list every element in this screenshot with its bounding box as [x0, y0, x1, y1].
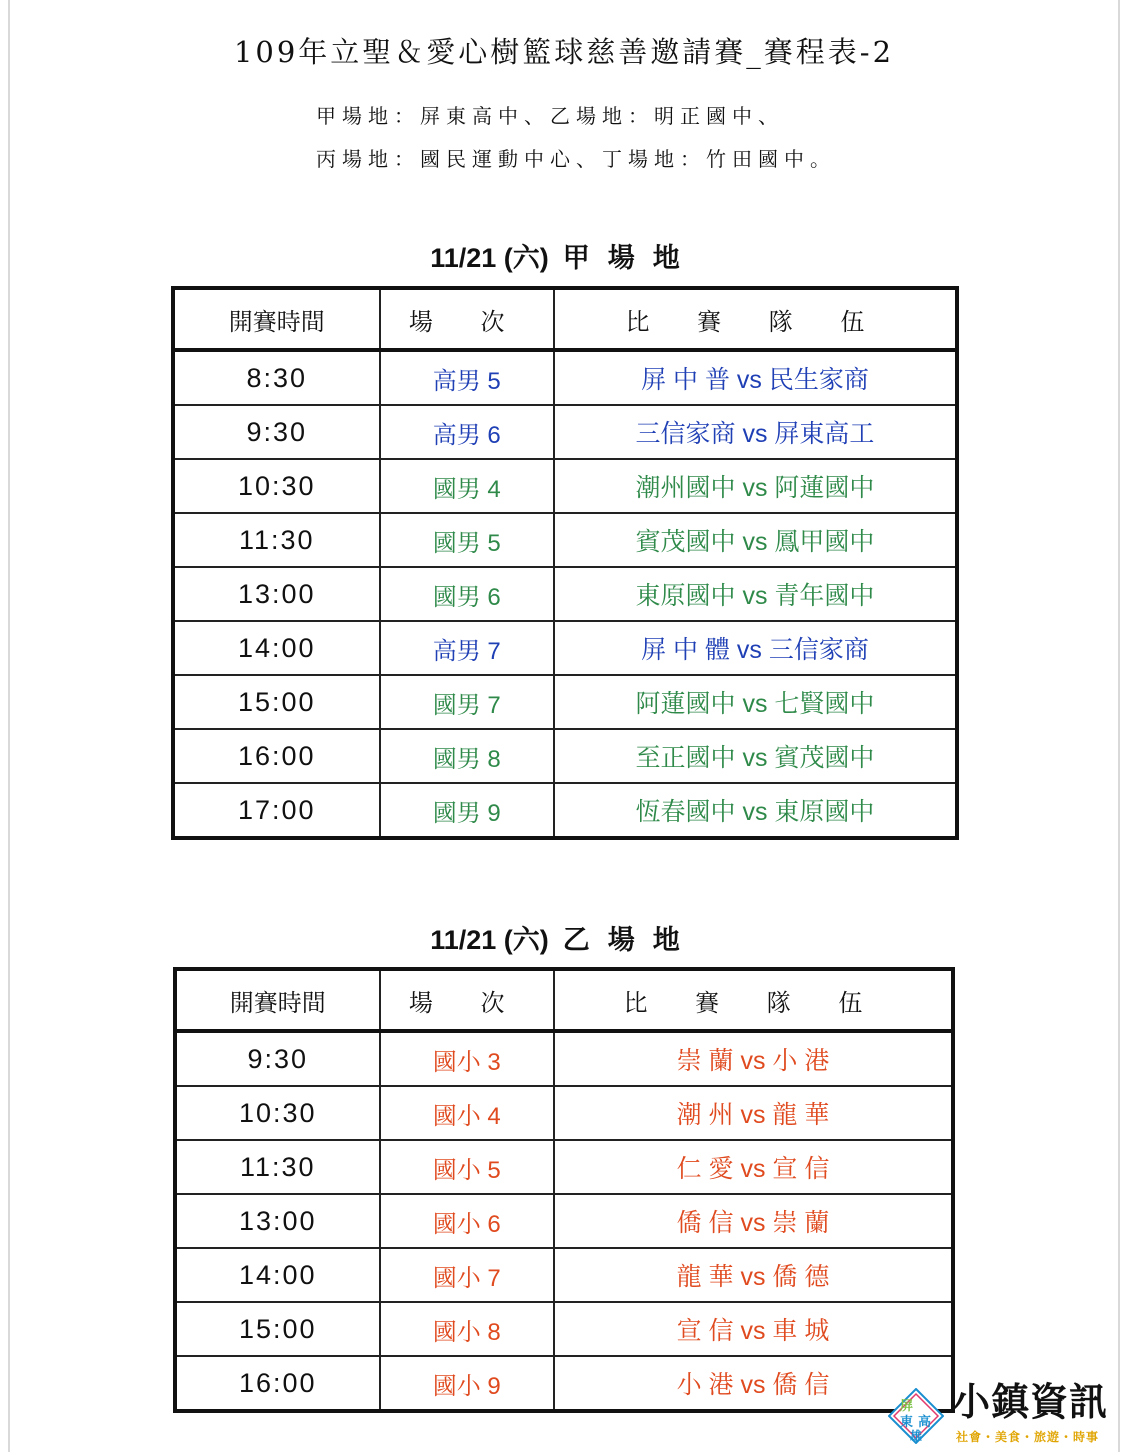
schedule-table-a: [171, 286, 959, 840]
table-row: [173, 513, 957, 567]
cell-time: 15:00: [175, 1302, 380, 1356]
section-venue: 甲場地: [562, 243, 698, 273]
page-left-edge: [8, 0, 10, 1452]
cell-time: 9:30: [173, 405, 380, 459]
table-header-row: [173, 288, 957, 350]
cell-teams: 三信家商 vs 屏東高工: [554, 405, 957, 459]
cell-match: 高男 5: [380, 350, 554, 405]
page-right-edge: [1118, 0, 1120, 1452]
region-badge-icon: [888, 1388, 944, 1444]
section-venue: 乙場地: [562, 925, 698, 955]
badge-char-3: 高: [918, 1415, 932, 1430]
cell-time: 13:00: [175, 1194, 380, 1248]
cell-match: 國小 7: [380, 1248, 554, 1302]
table-row: [173, 729, 957, 783]
venue-list-line-2: 丙場地：國民運動中心、丁場地：竹田國中。: [316, 147, 836, 171]
cell-match: 高男 6: [380, 405, 554, 459]
header-match: 場 次: [380, 288, 554, 350]
table-row: [173, 459, 957, 513]
cell-match: 國男 9: [380, 783, 554, 838]
cell-match: 國男 5: [380, 513, 554, 567]
table-header-row: [175, 969, 953, 1031]
logo-tagline: 社會・美食・旅遊・時事: [956, 1430, 1100, 1444]
cell-match: 國男 7: [380, 675, 554, 729]
cell-teams: 宣 信 vs 車 城: [554, 1302, 953, 1356]
cell-time: 11:30: [175, 1140, 380, 1194]
table-row: [175, 1248, 953, 1302]
table-row: [173, 621, 957, 675]
cell-teams: 恆春國中 vs 東原國中: [554, 783, 957, 838]
page-title: 109年立聖＆愛心樹籃球慈善邀請賽_賽程表-2: [233, 35, 895, 69]
cell-time: 8:30: [173, 350, 380, 405]
table-row: [175, 1302, 953, 1356]
cell-teams: 龍 華 vs 僑 德: [554, 1248, 953, 1302]
cell-match: 高男 7: [380, 621, 554, 675]
venue-list-line-1: 甲場地：屏東高中、乙場地：明正國中、: [316, 104, 784, 128]
cell-match: 國小 8: [380, 1302, 554, 1356]
cell-teams: 潮 州 vs 龍 華: [554, 1086, 953, 1140]
cell-teams: 阿蓮國中 vs 七賢國中: [554, 675, 957, 729]
cell-teams: 東原國中 vs 青年國中: [554, 567, 957, 621]
section-heading-a: [0, 236, 1128, 275]
table-row: [175, 1140, 953, 1194]
cell-teams: 僑 信 vs 崇 蘭: [554, 1194, 953, 1248]
site-logo: [888, 1380, 1120, 1446]
cell-time: 14:00: [175, 1248, 380, 1302]
cell-teams: 仁 愛 vs 宣 信: [554, 1140, 953, 1194]
section-date: 11/21 (六): [430, 243, 549, 273]
table-row: [175, 1086, 953, 1140]
badge-char-2: 東: [900, 1415, 914, 1430]
table-row: [173, 350, 957, 405]
cell-match: 國男 8: [380, 729, 554, 783]
table-row: [173, 405, 957, 459]
cell-time: 15:00: [173, 675, 380, 729]
cell-match: 國小 3: [380, 1031, 554, 1086]
header-teams: 比 賽 隊 伍: [554, 288, 957, 350]
header-match: 場 次: [380, 969, 554, 1031]
cell-time: 9:30: [175, 1031, 380, 1086]
badge-char-4: 雄: [910, 1429, 923, 1443]
logo-brand-text: 小鎮資訊: [952, 1380, 1109, 1424]
cell-teams: 賓茂國中 vs 鳳甲國中: [554, 513, 957, 567]
cell-time: 10:30: [173, 459, 380, 513]
table-row: [175, 1194, 953, 1248]
cell-time: 10:30: [175, 1086, 380, 1140]
header-time: 開賽時間: [173, 288, 380, 350]
cell-time: 16:00: [175, 1356, 380, 1411]
table-row: [175, 1031, 953, 1086]
cell-time: 11:30: [173, 513, 380, 567]
section-heading-b: [0, 918, 1128, 957]
cell-teams: 至正國中 vs 賓茂國中: [554, 729, 957, 783]
cell-teams: 屏 中 體 vs 三信家商: [554, 621, 957, 675]
header-time: 開賽時間: [175, 969, 380, 1031]
cell-match: 國小 5: [380, 1140, 554, 1194]
cell-teams: 小 港 vs 僑 信: [554, 1356, 953, 1411]
cell-teams: 崇 蘭 vs 小 港: [554, 1031, 953, 1086]
cell-time: 17:00: [173, 783, 380, 838]
cell-match: 國小 6: [380, 1194, 554, 1248]
table-row: [173, 675, 957, 729]
cell-teams: 屏 中 普 vs 民生家商: [554, 350, 957, 405]
cell-time: 16:00: [173, 729, 380, 783]
header-teams: 比 賽 隊 伍: [554, 969, 953, 1031]
cell-match: 國男 6: [380, 567, 554, 621]
cell-match: 國小 4: [380, 1086, 554, 1140]
badge-char-1: 屏: [900, 1399, 914, 1414]
table-row: [173, 783, 957, 838]
cell-match: 國小 9: [380, 1356, 554, 1411]
cell-match: 國男 4: [380, 459, 554, 513]
table-row: [173, 567, 957, 621]
section-date: 11/21 (六): [430, 925, 549, 955]
cell-teams: 潮州國中 vs 阿蓮國中: [554, 459, 957, 513]
cell-time: 13:00: [173, 567, 380, 621]
table-row: [175, 1356, 953, 1411]
cell-time: 14:00: [173, 621, 380, 675]
schedule-table-b: [173, 967, 955, 1413]
